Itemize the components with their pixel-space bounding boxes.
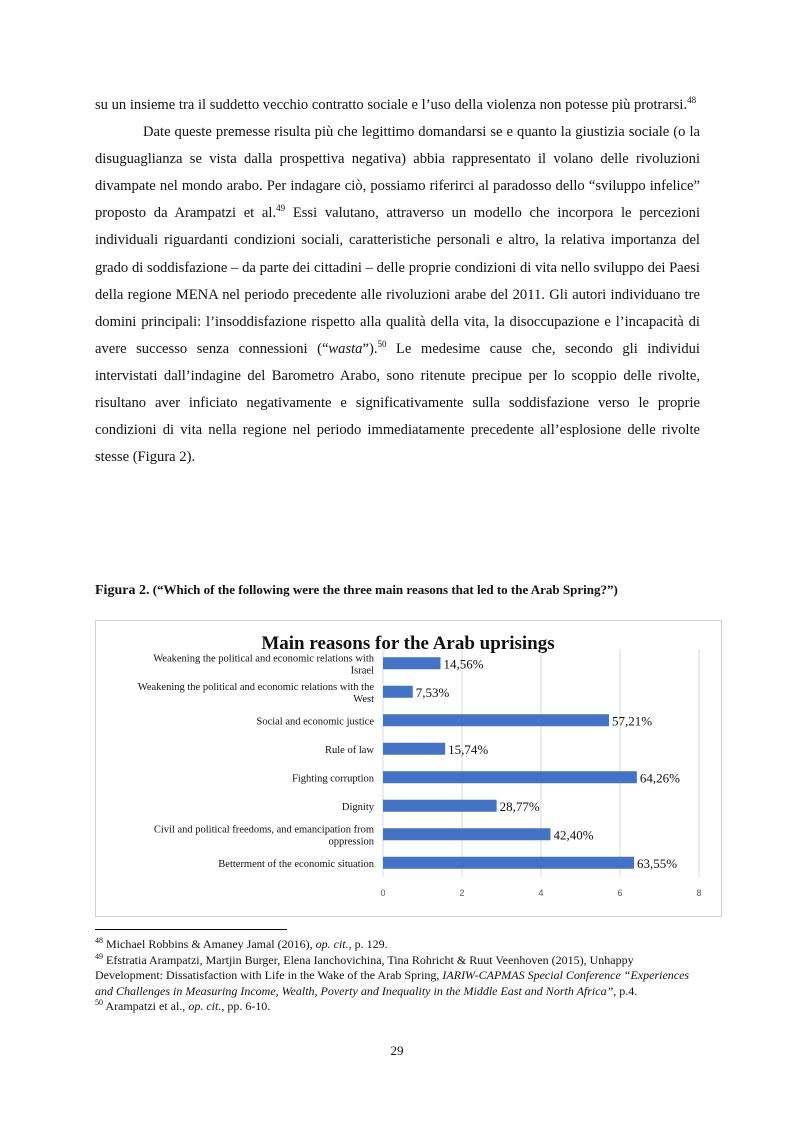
paragraph-1 [95, 92, 700, 119]
paragraph-1-text: su un insieme tra il suddetto vecchio contratto sociale e l’uso della violenza non potesse più protrarsi. [95, 97, 688, 113]
footnote-separator [95, 929, 287, 930]
data-label: 64,26% [639, 770, 680, 786]
data-label: 15,74% [448, 741, 489, 757]
footnote-text: Efstratia Arampatzi, Martjin Burger, Elena Ianchovichina, Tina Rohricht & Ruut Veenhoven (2015), Unhappy Development: Dissatisfaction with Life in the Wake of the Arab Spring, [95, 952, 634, 983]
wasta-term: wasta [328, 340, 363, 357]
footnote-text: Michael Robbins & Amaney Jamal (2016), [106, 937, 316, 951]
data-label: 42,40% [553, 827, 594, 843]
data-label: 63,55% [637, 855, 678, 871]
footnote-number: 49 [95, 951, 103, 961]
bar-chart [96, 621, 721, 916]
x-tick-label: 0 [380, 888, 386, 898]
figure-label: Figura 2. [95, 583, 150, 598]
footnote-ref-48: 48 [687, 95, 697, 106]
bar [383, 714, 609, 726]
paragraph-2-text-c: ”). [362, 340, 378, 357]
category-label: Social and economic justice [256, 716, 374, 728]
category-label: West [353, 693, 374, 705]
figure-question: (“Which of the following were the three main reasons that led to the Arab Spring?”) [149, 582, 618, 597]
x-tick-label: 8 [696, 888, 702, 898]
footnote-ref-50: 50 [377, 338, 387, 349]
data-label: 14,56% [443, 656, 484, 672]
bar [383, 743, 445, 755]
category-label: Israel [350, 665, 374, 677]
category-label: oppression [328, 836, 374, 848]
x-tick-label: 2 [459, 888, 465, 898]
chart-title: Main reasons for the Arab uprisings [261, 633, 555, 654]
body-text [95, 92, 700, 471]
bar [383, 828, 550, 840]
data-label: 28,77% [499, 798, 540, 814]
footnote-text: op. cit. [315, 937, 349, 951]
footnote-48 [95, 937, 700, 953]
footnote-number: 50 [95, 998, 103, 1008]
bar [383, 800, 497, 812]
category-label: Dignity [341, 801, 374, 813]
x-tick-label: 6 [617, 888, 623, 898]
paragraph-2-text-a: Date queste premesse risulta più che legittimo domandarsi se e quanto la giustizia sociale (o la disuguaglianza se vista dalla prospettiva negativa) abbia rappresentato il volano delle rivoluzioni divampate nel mondo arabo. Per indagare ciò, possiamo riferirci al paradosso dello “sviluppo infelice” proposto da Arampatzi et al. [95, 124, 700, 222]
footnote-ref-49: 49 [276, 203, 286, 214]
bar [383, 657, 441, 669]
footnote-text: IARIW-CAPMAS Special Conference “Experiences and Challenges in Measuring Income, Wealth, Poverty and Inequality in the Middle East and North Africa” [95, 968, 690, 998]
data-label: 57,21% [611, 713, 653, 729]
paragraph-2 [95, 119, 700, 471]
chart-container [95, 620, 722, 917]
footnotes [95, 937, 700, 1015]
footnote-49 [95, 953, 700, 1000]
bar [383, 771, 637, 783]
bar [383, 857, 634, 869]
x-tick-label: 4 [538, 888, 544, 898]
category-label: Weakening the political and economic relations with [153, 653, 374, 665]
category-label: Rule of law [325, 744, 374, 756]
footnote-text: op. cit. [188, 999, 222, 1014]
footnote-50 [95, 999, 700, 1015]
footnote-text: , p. 129. [348, 937, 388, 951]
category-label: Betterment of the economic situation [218, 858, 374, 870]
bar [383, 686, 413, 698]
paragraph-2-text-b: Essi valutano, attraverso un modello che incorpora le percezioni individuali riguardanti condizioni sociali, caratteristiche personali e altro, la relativa importanza del grado di soddisfazione – da parte dei cittadini – delle proprie condizioni di vita nello sviluppo dei Paesi della regione MENA nel periodo precedente alle rivoluzioni arabe del 2011. Gli autori individuano tre domini principali: l’insoddisfazione rispetto alla qualità della vita, la disoccupazione e l’incapacità di avere successo senza connessioni (“ [95, 205, 700, 357]
page-number: 29 [390, 1043, 404, 1058]
footnote-text: , p.4. [613, 983, 638, 998]
footnote-text: Arampatzi et al., [105, 999, 189, 1014]
category-label: Fighting corruption [292, 773, 374, 785]
category-label: Weakening the political and economic relations with the [137, 681, 374, 693]
paragraph-2-text-d: Le medesime cause che, secondo gli individui intervistati dall’indagine del Barometro Arabo, sono ritenute precipue per lo scoppio delle rivolte, risultano aver inficiato negativamente e significativamente sulla soddisfazione verso le proprie condizioni di vita nella regione nel periodo immediatamente precedente all’esplosione delle rivolte stesse (Figura 2). [95, 340, 700, 466]
category-label: Civil and political freedoms, and emancipation from [153, 824, 374, 836]
figure-caption [95, 582, 715, 599]
footnote-number: 48 [95, 936, 103, 945]
data-label: 7,53% [415, 684, 450, 700]
footnote-text: , pp. 6-10. [221, 999, 271, 1014]
